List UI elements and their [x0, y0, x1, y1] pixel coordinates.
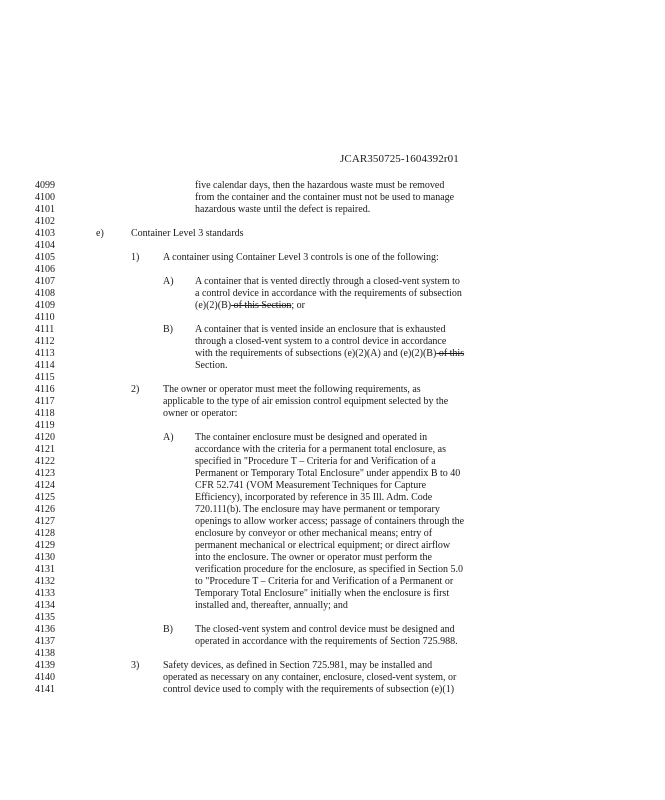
line-number: 4127 [35, 516, 55, 527]
line-number: 4114 [35, 360, 55, 371]
subparagraph-2B-line-1: The closed-vent system and control device must be designed and [195, 624, 455, 635]
line-number: 4129 [35, 540, 55, 551]
line-number: 4109 [35, 300, 55, 311]
line-number: 4120 [35, 432, 55, 443]
subparagraph-2A-line: Efficiency), incorporated by reference in 35 Ill. Adm. Code [195, 492, 433, 503]
subparagraph-2A-line: to "Procedure T – Criteria for and Verification of a Permanent or [195, 576, 454, 587]
subparagraph-1A-label: A) [163, 276, 174, 287]
line-number: 4112 [35, 336, 55, 347]
line-number: 4111 [35, 324, 55, 335]
line-number: 4108 [35, 288, 55, 299]
line-number: 4125 [35, 492, 55, 503]
subparagraph-1B-line-2: through a closed-vent system to a control device in accordance [195, 336, 447, 347]
line-number: 4122 [35, 456, 55, 467]
line-number: 4117 [35, 396, 55, 407]
subparagraph-1A-end: ; or [291, 300, 305, 311]
subparagraph-2A-line: Temporary Total Enclosure" initially when the enclosure is first [195, 588, 450, 599]
subparagraph-2A-label: A) [163, 432, 174, 443]
subparagraph-2A-line: into the enclosure. The owner or operator must perform the [195, 552, 432, 563]
line-number: 4128 [35, 528, 55, 539]
subparagraph-2A-line: installed and, thereafter, annually; and [195, 600, 348, 611]
paragraph-1-text: A container using Container Level 3 controls is one of the following: [163, 252, 439, 263]
subsection-e-title: Container Level 3 standards [131, 228, 244, 239]
line-number: 4140 [35, 672, 55, 683]
subparagraph-2A-line: accordance with the criteria for a permanent total enclosure, as [195, 444, 446, 455]
line-number: 4102 [35, 216, 55, 227]
paragraph-3-line-2: operated as necessary on any container, enclosure, closed-vent system, or [163, 672, 457, 683]
paragraph-3-label: 3) [131, 660, 140, 671]
line-number: 4137 [35, 636, 55, 647]
line-number: 4101 [35, 204, 55, 215]
subparagraph-2A-line: CFR 52.741 (VOM Measurement Techniques for Capture [195, 480, 427, 491]
subparagraph-1B-label: B) [163, 324, 173, 335]
line-number: 4118 [35, 408, 55, 419]
line-number: 4103 [35, 228, 55, 239]
subparagraph-2A-line: 720.111(b). The enclosure may have permanent or temporary [195, 504, 440, 515]
line-number: 4130 [35, 552, 55, 563]
line-number: 4136 [35, 624, 55, 635]
line-number: 4135 [35, 612, 55, 623]
subparagraph-2A-line: The container enclosure must be designed and operated in [195, 432, 428, 443]
paragraph-3-line-3: control device used to comply with the requirements of subsection (e)(1) [163, 684, 455, 695]
subparagraph-2A-line: openings to allow worker access; passage of containers through the [195, 516, 465, 527]
line-number: 4105 [35, 252, 55, 263]
line-number: 4131 [35, 564, 55, 575]
paragraph-2-line-1: The owner or operator must meet the following requirements, as [163, 384, 421, 395]
line-number: 4106 [35, 264, 55, 275]
line-number: 4107 [35, 276, 55, 287]
subparagraph-1B-citation: with the requirements of subsections (e)(2)(A) and (e)(2)(B) [195, 348, 437, 359]
document-header: JCAR350725-1604392r01 [340, 153, 459, 165]
line-number: 4133 [35, 588, 55, 599]
body-line-4101: hazardous waste until the defect is repaired. [195, 204, 371, 215]
line-number: 4132 [35, 576, 55, 587]
paragraph-2-line-3: owner or operator: [163, 408, 238, 419]
subparagraph-2A-line: enclosure by conveyor or other mechanical means; entry of [195, 528, 433, 539]
line-number: 4100 [35, 192, 55, 203]
subparagraph-1A-line-3 [195, 300, 305, 312]
line-number: 4138 [35, 648, 55, 659]
subparagraph-1A-line-1: A container that is vented directly through a closed-vent system to [195, 276, 460, 287]
subparagraph-2A-line: permanent mechanical or electrical equipment; or direct airflow [195, 540, 451, 551]
subparagraph-2B-line-2: operated in accordance with the requirements of Section 725.988. [195, 636, 458, 647]
subparagraph-1B-line-4: Section. [195, 360, 228, 371]
subparagraph-1A-line-2: a control device in accordance with the requirements of subsection [195, 288, 462, 299]
line-number: 4124 [35, 480, 55, 491]
subparagraph-1B-line-1: A container that is vented inside an enclosure that is exhausted [195, 324, 446, 335]
paragraph-3-line-1: Safety devices, as defined in Section 725.981, may be installed and [163, 660, 433, 671]
line-number: 4110 [35, 312, 55, 323]
line-number: 4126 [35, 504, 55, 515]
subsection-e-label: e) [96, 228, 104, 239]
line-number: 4134 [35, 600, 55, 611]
body-line-4099: five calendar days, then the hazardous waste must be removed [195, 180, 445, 191]
line-number: 4115 [35, 372, 55, 383]
subparagraph-2B-label: B) [163, 624, 173, 635]
line-number: 4104 [35, 240, 55, 251]
paragraph-2-line-2: applicable to the type of air emission control equipment selected by the [163, 396, 449, 407]
struck-text: of this Section [231, 300, 292, 311]
line-number: 4116 [35, 384, 55, 395]
subparagraph-2A-line: specified in "Procedure T – Criteria for and Verification of a [195, 456, 436, 467]
line-number: 4141 [35, 684, 55, 695]
subparagraph-1B-line-3 [195, 348, 464, 360]
line-number: 4099 [35, 180, 55, 191]
line-number: 4113 [35, 348, 55, 359]
line-number: 4123 [35, 468, 55, 479]
struck-text: of this [436, 348, 465, 359]
line-number: 4139 [35, 660, 55, 671]
subparagraph-2A-line: verification procedure for the enclosure, as specified in Section 5.0 [195, 564, 463, 575]
subparagraph-2A-line: Permanent or Temporary Total Enclosure" under appendix B to 40 [195, 468, 461, 479]
line-number: 4119 [35, 420, 55, 431]
line-number: 4121 [35, 444, 55, 455]
paragraph-2-label: 2) [131, 384, 140, 395]
subparagraph-1A-citation: (e)(2)(B) [195, 300, 232, 311]
paragraph-1-label: 1) [131, 252, 140, 263]
body-line-4100: from the container and the container must not be used to manage [195, 192, 455, 203]
